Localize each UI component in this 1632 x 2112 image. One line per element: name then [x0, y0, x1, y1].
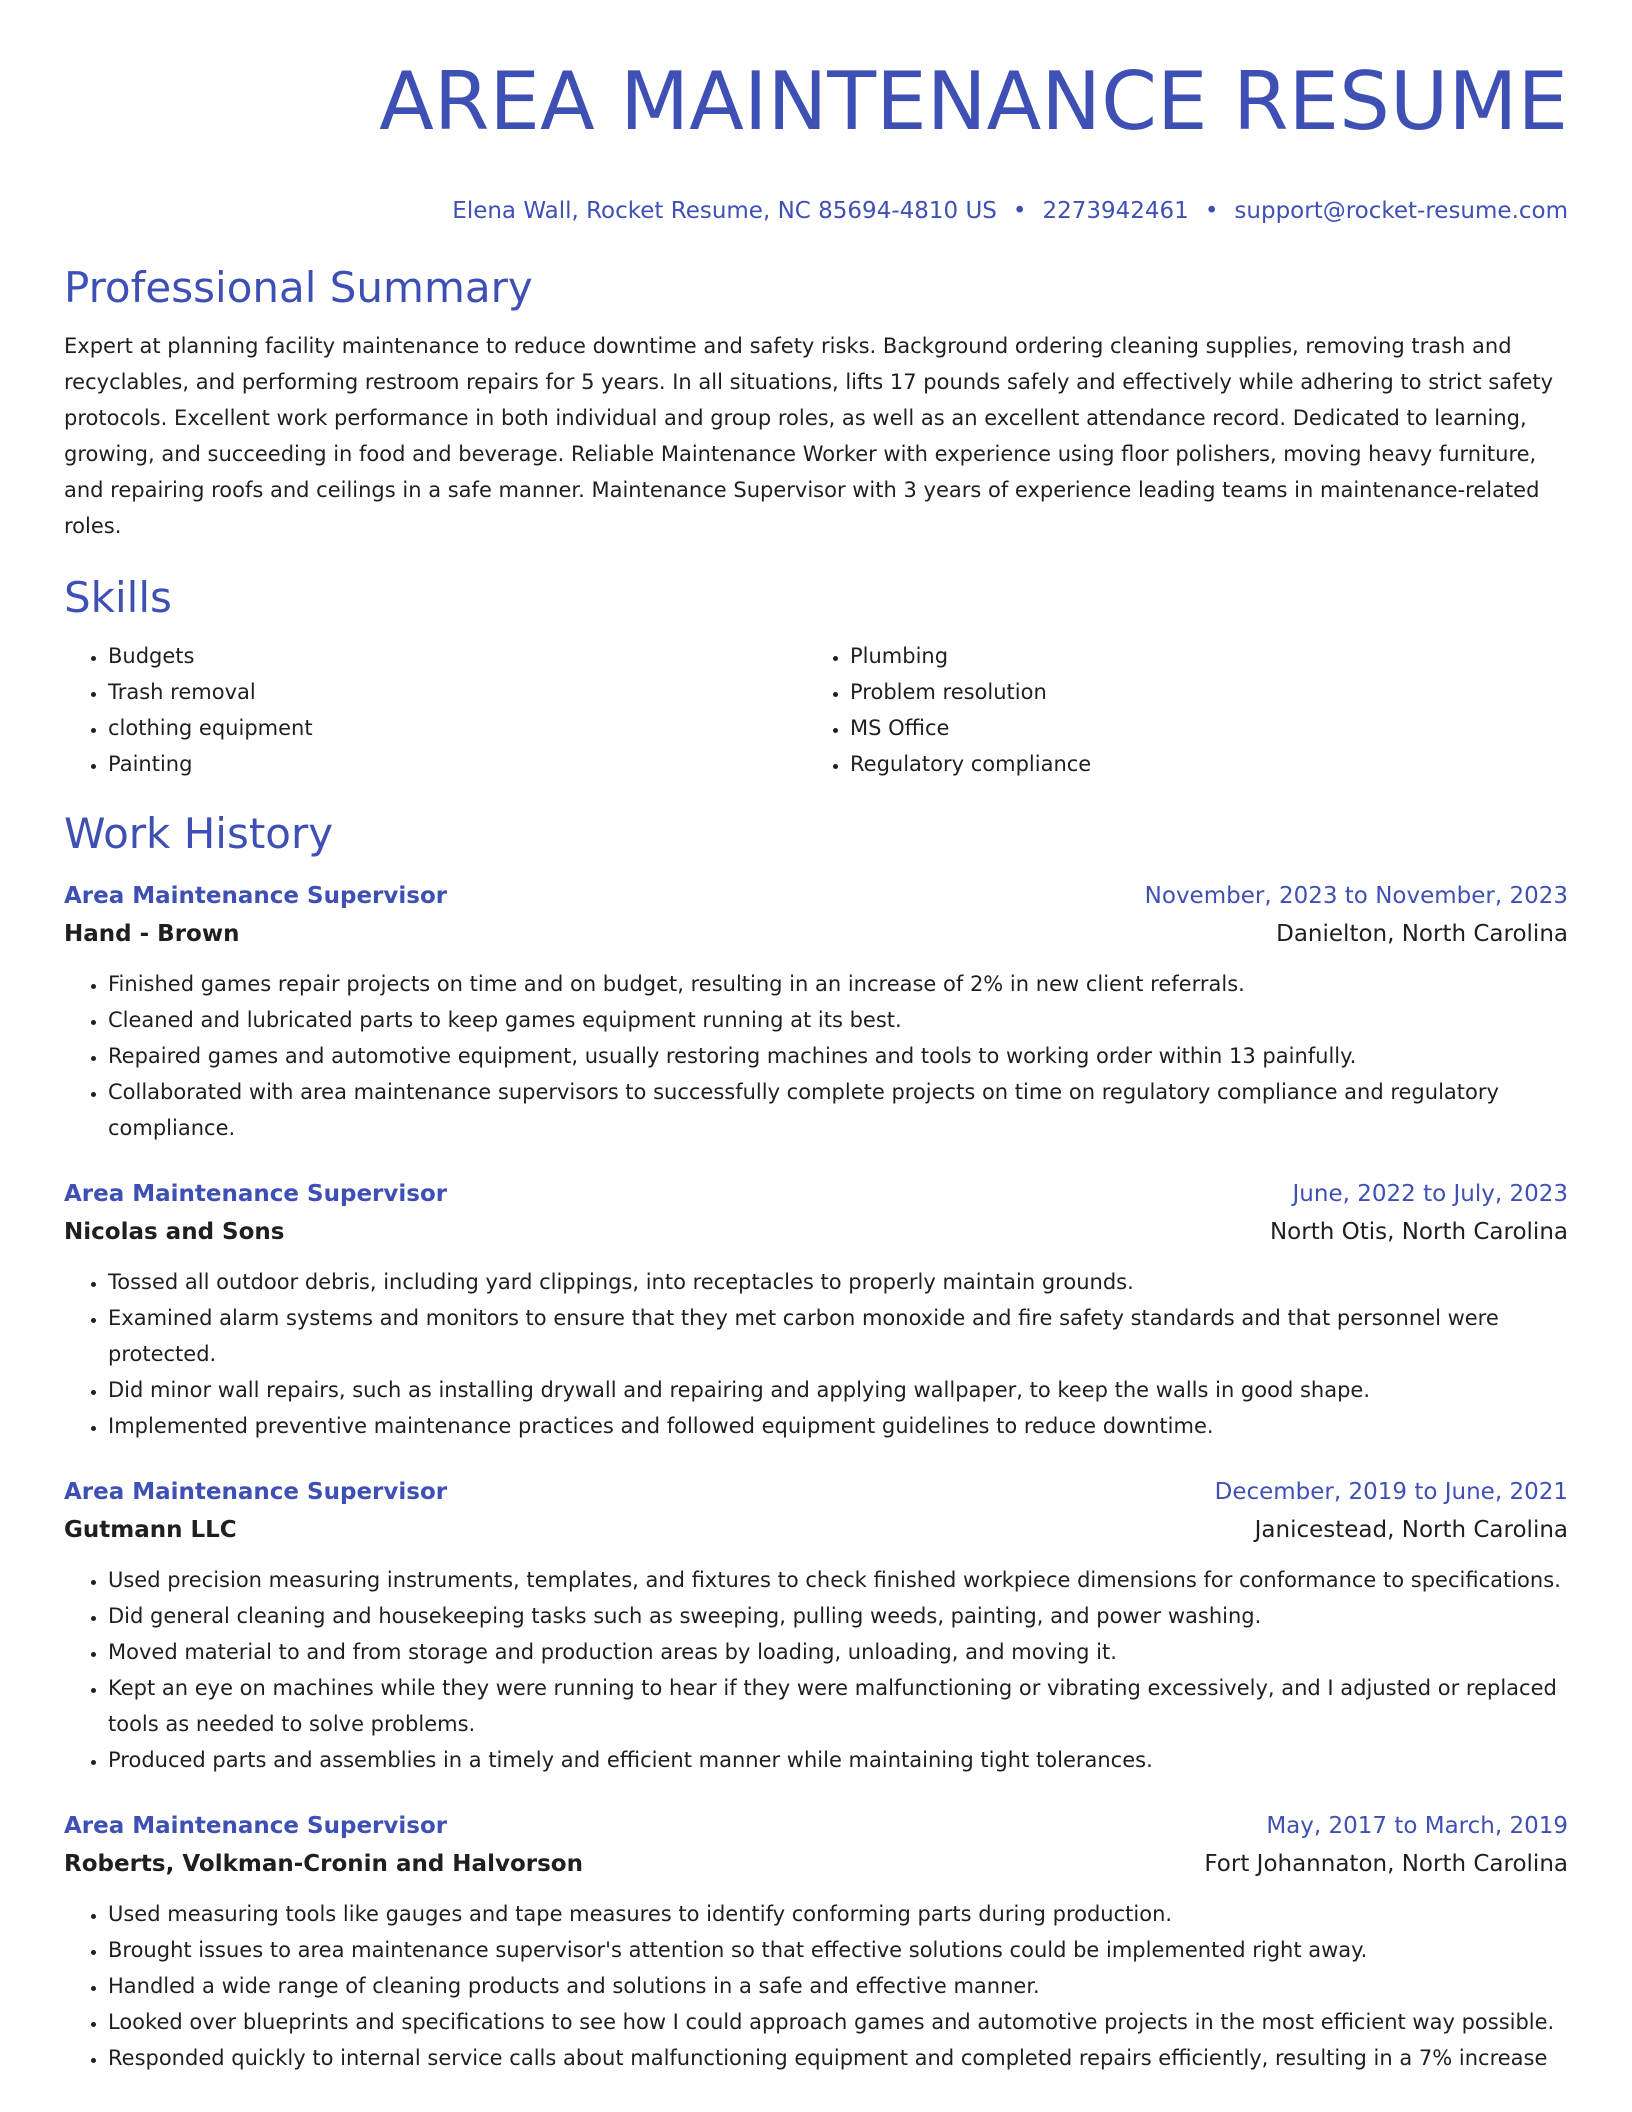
job-company: Hand - Brown	[64, 921, 240, 947]
job-bullets	[64, 966, 1568, 1146]
job-bullet: • Handled a wide range of cleaning products and solutions in a safe and effective manner.	[108, 1968, 1568, 2004]
skills-column-left	[64, 638, 806, 782]
skill-item: • clothing equipment	[108, 710, 806, 746]
job-bullet: • Produced parts and assemblies in a timely and efficient manner while maintaining tight tolerances.	[108, 1742, 1568, 1778]
job-company: Nicolas and Sons	[64, 1219, 285, 1245]
contact-separator: •	[1012, 198, 1027, 224]
job-bullet: • Finished games repair projects on time and on budget, resulting in an increase of 2% in new client referrals.	[108, 966, 1568, 1002]
job-bullet: • Cleaned and lubricated parts to keep games equipment running at its best.	[108, 1002, 1568, 1038]
job-title: Area Maintenance Supervisor	[64, 1479, 448, 1505]
job-entry	[64, 1474, 1568, 1778]
skills-heading: Skills	[64, 573, 172, 622]
job-entry	[64, 878, 1568, 1146]
job-title: Area Maintenance Supervisor	[64, 1181, 448, 1207]
contact-separator: •	[1204, 198, 1219, 224]
job-location: Danielton, North Carolina	[1276, 921, 1568, 947]
job-title-row	[64, 1474, 1568, 1510]
job-dates: November, 2023 to November, 2023	[1144, 883, 1568, 909]
job-bullets	[64, 1896, 1568, 2076]
job-company-row	[64, 914, 1568, 954]
job-bullets	[64, 1562, 1568, 1778]
skill-item: • Regulatory compliance	[850, 746, 1548, 782]
job-bullet: • Implemented preventive maintenance practices and followed equipment guidelines to reduce downtime.	[108, 1408, 1568, 1444]
job-company: Roberts, Volkman-Cronin and Halvorson	[64, 1851, 583, 1877]
job-bullet: • Brought issues to area maintenance supervisor's attention so that effective solutions could be implemented right away.	[108, 1932, 1568, 1968]
job-entry	[64, 1176, 1568, 1444]
job-dates: December, 2019 to June, 2021	[1214, 1479, 1568, 1505]
job-title-row	[64, 878, 1568, 914]
job-company-row	[64, 1510, 1568, 1550]
job-bullet: • Did general cleaning and housekeeping tasks such as sweeping, pulling weeds, painting, and power washing.	[108, 1598, 1568, 1634]
job-bullet: • Kept an eye on machines while they were running to hear if they were malfunctioning or vibrating excessively, and I adjusted or replaced tools as needed to solve problems.	[108, 1670, 1568, 1742]
job-bullet: • Collaborated with area maintenance supervisors to successfully complete projects on time on regulatory compliance and regulatory compliance.	[108, 1074, 1568, 1146]
job-bullet: • Used measuring tools like gauges and tape measures to identify conforming parts during production.	[108, 1896, 1568, 1932]
job-company: Gutmann LLC	[64, 1517, 237, 1543]
job-entry	[64, 1808, 1568, 2076]
skill-item: • Problem resolution	[850, 674, 1548, 710]
job-bullet: • Moved material to and from storage and production areas by loading, unloading, and moving it.	[108, 1634, 1568, 1670]
job-company-row	[64, 1212, 1568, 1252]
contact-email: support@rocket-resume.com	[1234, 198, 1568, 224]
contact-phone: 2273942461	[1042, 198, 1189, 224]
job-bullet: • Examined alarm systems and monitors to ensure that they met carbon monoxide and fire safety standards and that personnel were protected.	[108, 1300, 1568, 1372]
job-bullet: • Tossed all outdoor debris, including yard clippings, into receptacles to properly maintain grounds.	[108, 1264, 1568, 1300]
summary-text: Expert at planning facility maintenance to reduce downtime and safety risks. Background ordering cleaning supplies, removing trash and recyclables, and performing restroom repairs for 5 years. In all situations, lifts 17 pounds safely and effectively while adhering to strict safety protocols. Excellent work performance in both individual and group roles, as well as an excellent attendance record. Dedicated to learning, growing, and succeeding in food and beverage. Reliable Maintenance Worker with experience using floor polishers, moving heavy furniture, and repairing roofs and ceilings in a safe manner. Maintenance Supervisor with 3 years of experience leading teams in maintenance-related roles.	[64, 334, 1554, 538]
contact-address: Elena Wall, Rocket Resume, NC 85694-4810 US	[452, 198, 997, 224]
skill-item: • Budgets	[108, 638, 806, 674]
job-title-row	[64, 1176, 1568, 1212]
skill-item: • MS Office	[850, 710, 1548, 746]
contact-line	[64, 196, 1568, 226]
summary-heading: Professional Summary	[64, 263, 533, 312]
skill-item: • Plumbing	[850, 638, 1548, 674]
job-bullet: • Repaired games and automotive equipment, usually restoring machines and tools to working order within 13 painfully.	[108, 1038, 1568, 1074]
skill-item: • Painting	[108, 746, 806, 782]
job-title: Area Maintenance Supervisor	[64, 1813, 448, 1839]
job-dates: May, 2017 to March, 2019	[1266, 1813, 1568, 1839]
job-dates: June, 2022 to July, 2023	[1292, 1181, 1568, 1207]
resume-title: AREA MAINTENANCE RESUME	[379, 55, 1568, 148]
job-location: North Otis, North Carolina	[1269, 1219, 1568, 1245]
job-title: Area Maintenance Supervisor	[64, 883, 448, 909]
skills-list	[64, 638, 1568, 782]
job-bullet: • Used precision measuring instruments, templates, and fixtures to check finished workpiece dimensions for conformance to specifications.	[108, 1562, 1568, 1598]
job-bullet: • Responded quickly to internal service calls about malfunctioning equipment and completed repairs efficiently, resulting in a 7% increase	[108, 2040, 1568, 2076]
job-company-row	[64, 1844, 1568, 1884]
job-location: Janicestead, North Carolina	[1254, 1517, 1568, 1543]
job-bullet: • Looked over blueprints and specifications to see how I could approach games and automotive projects in the most efficient way possible.	[108, 2004, 1568, 2040]
job-title-row	[64, 1808, 1568, 1844]
job-bullet: • Did minor wall repairs, such as installing drywall and repairing and applying wallpaper, to keep the walls in good shape.	[108, 1372, 1568, 1408]
job-bullets	[64, 1264, 1568, 1444]
skill-item: • Trash removal	[108, 674, 806, 710]
work-history-heading: Work History	[64, 809, 334, 858]
skills-column-right	[806, 638, 1548, 782]
resume-header	[64, 0, 1568, 226]
job-location: Fort Johannaton, North Carolina	[1204, 1851, 1568, 1877]
